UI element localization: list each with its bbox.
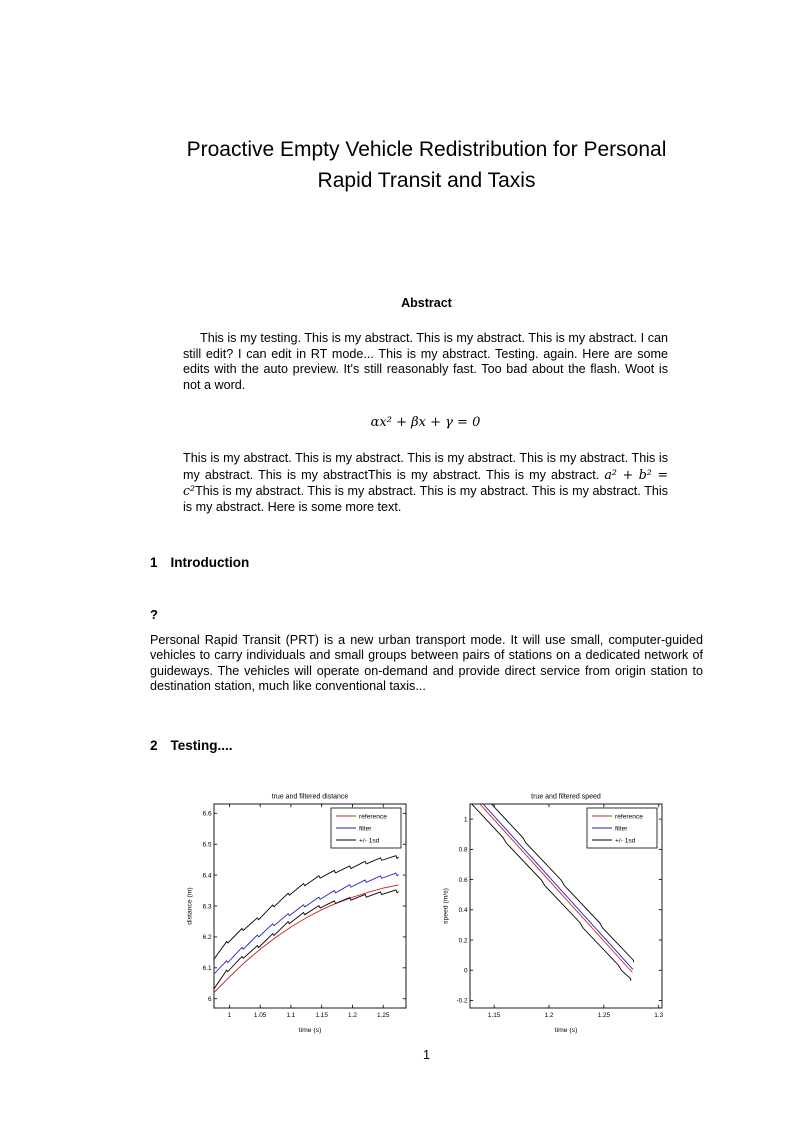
section-2-number: 2 <box>150 737 158 753</box>
series-line-plus-1sd <box>214 855 399 959</box>
y-tick-label: 0.4 <box>458 906 467 914</box>
y-tick-label: -0.2 <box>455 997 467 1005</box>
y-tick-label: 6.3 <box>202 902 211 910</box>
y-tick-label: 6.6 <box>202 810 211 818</box>
y-tick-label: 6 <box>207 995 211 1003</box>
x-axis-label: time (s) <box>298 1026 321 1034</box>
series-line-minus-1sd <box>214 889 399 988</box>
series-line-filter <box>214 873 399 974</box>
x-tick-label: 1.25 <box>376 1011 389 1019</box>
x-tick-label: 1.05 <box>253 1011 266 1019</box>
figure-speed-plot <box>440 789 670 1039</box>
y-axis-label: distance (m) <box>186 886 193 925</box>
abstract-block <box>183 331 668 515</box>
y-axis-label: speed (m/s) <box>442 887 449 924</box>
section-1-heading <box>150 555 703 570</box>
x-axis-label: time (s) <box>554 1026 577 1034</box>
x-tick-label: 1.2 <box>544 1011 553 1019</box>
abstract-heading: Abstract <box>401 296 452 310</box>
page-number: 1 <box>422 1048 430 1062</box>
section-1-title: Introduction <box>170 555 250 570</box>
figures-row <box>150 789 703 1039</box>
intro-paragraph: Personal Rapid Transit (PRT) is a new urban transport mode. It will use small, computer-guided vehicles to carry individuals and small groups between pairs of stations on a dedicated network of guideways. The vehicles will operate on-demand and provide direct service from origin station to destination station, much like conventional taxis... <box>150 632 703 693</box>
x-tick-label: 1.15 <box>314 1011 328 1019</box>
x-tick-label: 1.25 <box>597 1011 610 1019</box>
chart-title: true and filtered distance <box>271 793 348 800</box>
page-title <box>150 134 703 196</box>
y-tick-label: 0 <box>463 967 467 975</box>
title-line-2: Rapid Transit and Taxis <box>317 169 536 192</box>
section-1-number: 1 <box>150 555 158 570</box>
abstract-paragraph-1: This is my testing. This is my abstract. This is my abstract. This is my abstract. I can still edit? I can edit in RT mode... This is my abstract. Testing. again. Here are some edits with the auto preview. It's still reasonably fast. Too bad about the flash. Woot is not a word. <box>183 331 668 392</box>
legend-label: +/- 1sd <box>358 836 379 844</box>
question-paragraph: ? <box>150 607 158 622</box>
legend-label: filter <box>614 824 627 832</box>
abstract-paragraph-2 <box>183 451 668 515</box>
title-line-1: Proactive Empty Vehicle Redistribution for Personal <box>186 138 667 161</box>
series-line-reference <box>214 884 399 992</box>
y-tick-label: 6.2 <box>202 933 211 941</box>
y-tick-label: 1 <box>463 815 467 823</box>
abstract-paragraph-2-text-after: This is my abstract. This is my abstract. This is my abstract. This is my abstract. This is my abstract. Here is some more text. <box>183 484 668 514</box>
section-2-heading <box>150 738 703 753</box>
x-tick-label: 1.2 <box>347 1011 357 1019</box>
legend-label: +/- 1sd <box>614 836 635 844</box>
x-tick-label: 1.15 <box>487 1011 500 1019</box>
y-tick-label: 6.1 <box>202 964 211 972</box>
section-2-title: Testing.... <box>170 737 233 753</box>
figure-distance-plot <box>184 789 414 1039</box>
legend-label: reference <box>614 812 643 820</box>
y-tick-label: 0.8 <box>458 846 467 854</box>
y-tick-label: 0.6 <box>458 876 467 884</box>
y-tick-label: 6.4 <box>202 871 211 879</box>
abstract-paragraph-2-text: This is my abstract. This is my abstract. This is my abstract. This is my abstract. This is my abstract. This is my abstractThis is my abstract. This is my abstract. <box>183 451 668 482</box>
y-tick-label: 0.2 <box>458 936 467 944</box>
legend-label: reference <box>358 812 387 820</box>
y-tick-label: 6.5 <box>202 840 211 848</box>
x-tick-label: 1 <box>227 1011 231 1019</box>
inline-math: a² + b² = c² <box>183 466 669 498</box>
display-equation: αx² + βx + γ = 0 <box>370 415 481 430</box>
x-tick-label: 1.3 <box>653 1011 663 1019</box>
legend-label: filter <box>358 824 371 832</box>
chart-title: true and filtered speed <box>530 793 601 800</box>
x-tick-label: 1.1 <box>285 1011 295 1019</box>
